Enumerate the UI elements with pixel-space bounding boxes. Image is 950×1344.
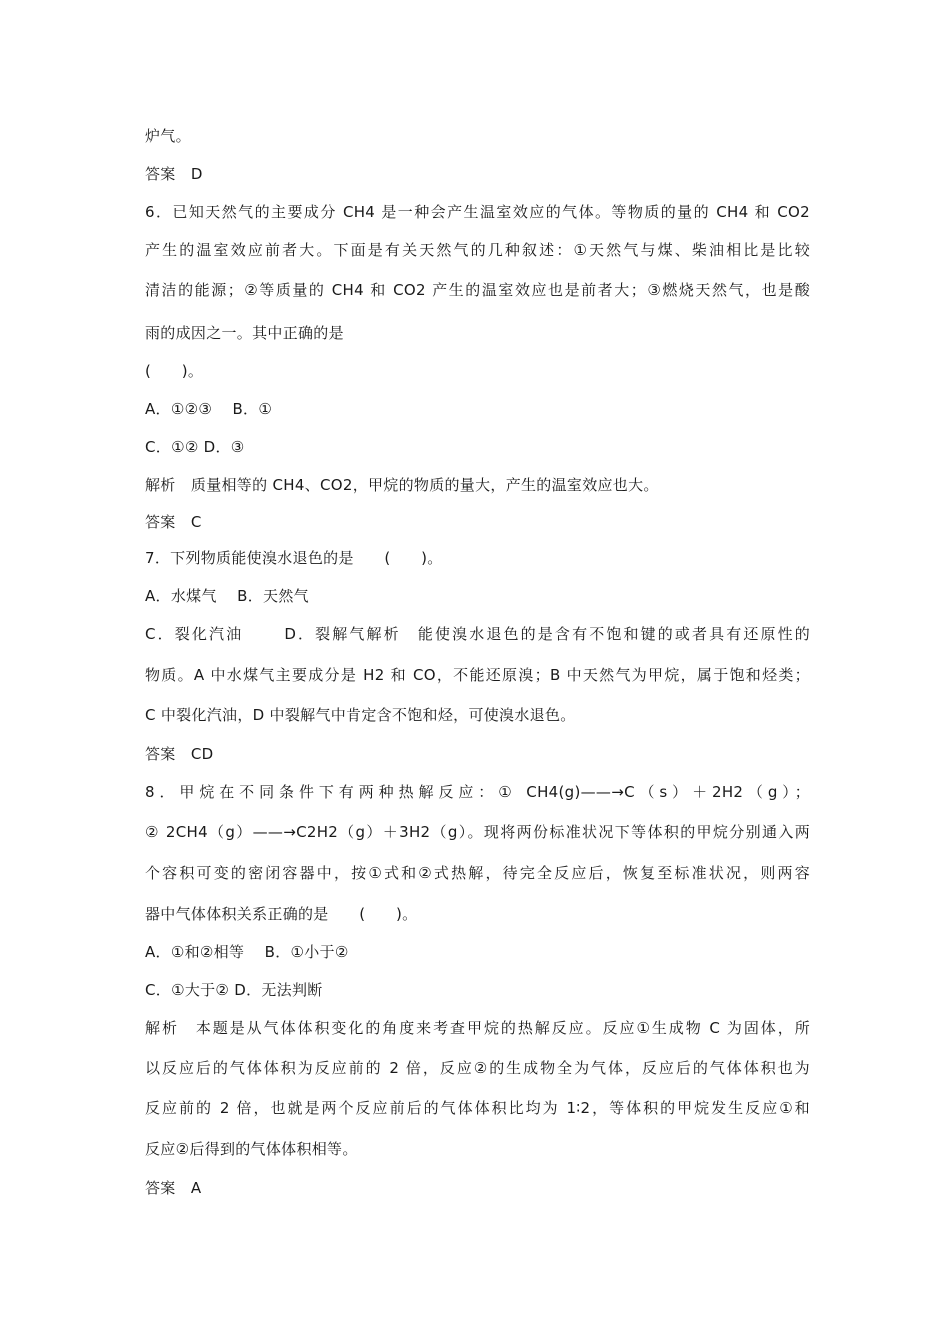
question-7-analysis: C 中裂化汽油，D 中裂解气中肯定含不饱和烃，可使溴水退色。 [145, 706, 576, 724]
question-8-analysis: 反应②后得到的气体体积相等。 [145, 1140, 358, 1158]
question-6-options: C．①② D．③ [145, 438, 245, 456]
question-7-options: A．水煤气 B．天然气 [145, 587, 309, 605]
question-8-text: 器中气体体积关系正确的是 ( )。 [145, 905, 418, 923]
question-8-text: 8．甲烷在不同条件下有两种热解反应：① CH4(g)——→C（s）＋2H2（g）； [145, 783, 810, 801]
question-8-options: A．①和②相等 B．①小于② [145, 943, 349, 961]
question-8-analysis: 解析 本题是从气体体积变化的角度来考查甲烷的热解反应。反应①生成物 C 为固体，所 [145, 1019, 810, 1037]
question-6-text: 清洁的能源；②等质量的 CH4 和 CO2 产生的温室效应也是前者大；③燃烧天然气，也是酸 [145, 281, 810, 299]
question-7-analysis: 物质。A 中水煤气主要成分是 H2 和 CO，不能还原溴；B 中天然气为甲烷，属于饱和烃类； [145, 666, 810, 684]
question-6-text: 产生的温室效应前者大。下面是有关天然气的几种叙述：①天然气与煤、柴油相比是比较 [145, 241, 810, 259]
question-8-analysis: 以反应后的气体体积为反应前的 2 倍，反应②的生成物全为气体，反应后的气体体积也为 [145, 1059, 810, 1077]
question-8-options: C．①大于② D．无法判断 [145, 981, 323, 999]
question-8-analysis: 反应前的 2 倍，也就是两个反应前后的气体体积比均为 1∶2，等体积的甲烷发生反应①和 [145, 1099, 810, 1117]
question-6-analysis: 解析 质量相等的 CH4、CO2，甲烷的物质的量大，产生的温室效应也大。 [145, 476, 659, 494]
question-6-text: 6．已知天然气的主要成分 CH4 是一种会产生温室效应的气体。等物质的量的 CH4 和 CO2 [145, 203, 810, 221]
answer-line: 答案 CD [145, 745, 214, 763]
question-6-options: A．①②③ B．① [145, 400, 273, 418]
question-7-text: 7．下列物质能使溴水退色的是 ( )。 [145, 549, 443, 567]
text-line: 炉气。 [145, 127, 191, 145]
answer-line: 答案 A [145, 1179, 202, 1197]
question-7-options-analysis: C．裂化汽油 D．裂解气解析 能使溴水退色的是含有不饱和键的或者具有还原性的 [145, 625, 810, 643]
question-8-text: 个容积可变的密闭容器中，按①式和②式热解，待完全反应后，恢复至标准状况，则两容 [145, 864, 810, 882]
question-6-text: 雨的成因之一。其中正确的是 [145, 324, 344, 342]
question-8-text: ② 2CH4（g）——→C2H2（g）＋3H2（g）。现将两份标准状况下等体积的甲烷分别通入两 [145, 823, 810, 841]
question-6-blank: ( )。 [145, 362, 204, 380]
answer-line: 答案 D [145, 165, 203, 183]
answer-line: 答案 C [145, 513, 202, 531]
